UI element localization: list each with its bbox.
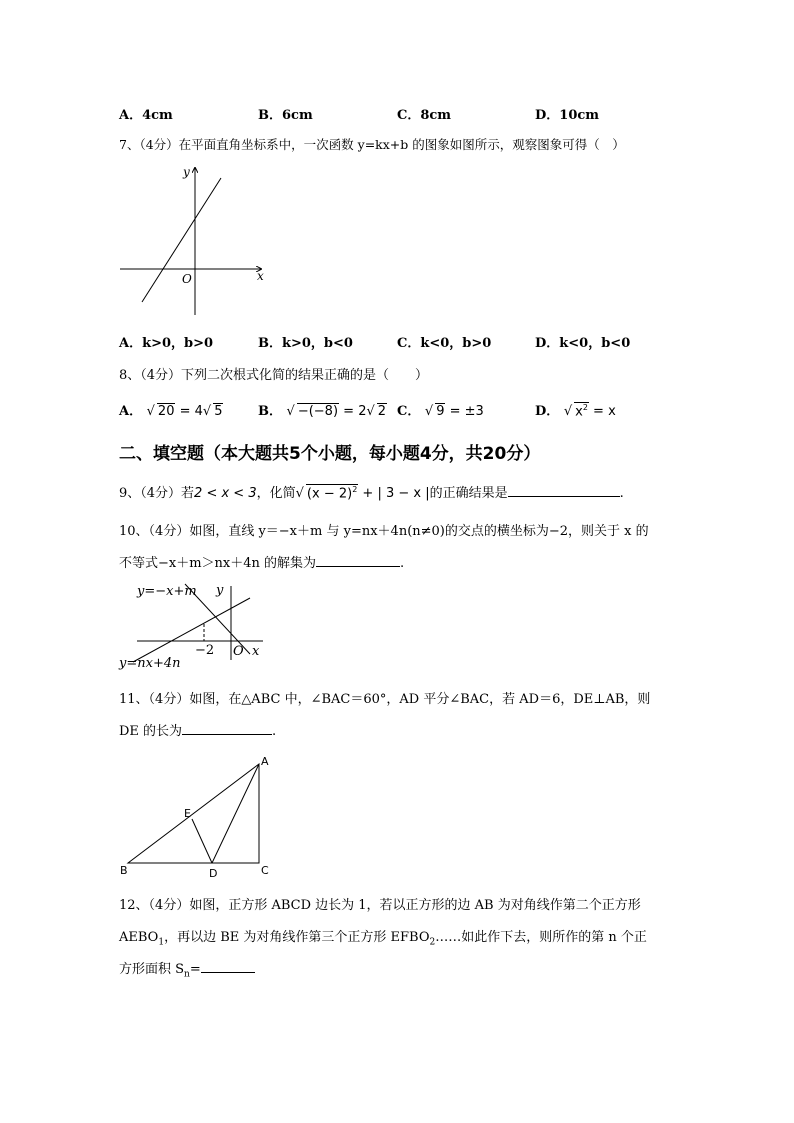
q12-line2-c: ……如此作下去，则所作的第 n 个正 [435, 930, 647, 945]
q8-option-d [535, 400, 616, 419]
q7-option-d: D．k<0，b<0 [535, 336, 631, 351]
q12-line3-a-sub: n [184, 969, 190, 980]
q11-line1: 11、（4分）如图，在△ABC 中，∠BAC＝60°，AD 平分∠BAC，若 AD＝6，DE⊥AB，则 [119, 692, 651, 707]
q7-option-c: C．k<0，b>0 [397, 336, 492, 351]
q12-line1: 12、（4分）如图，正方形 ABCD 边长为 1，若以正方形的边 AB 为对角线作第二个正方形 [119, 898, 641, 913]
q8-option-a-math: √ 20 = 4√ 5 [146, 404, 223, 419]
q10-origin-label: O [233, 644, 244, 659]
q11-line2 [119, 720, 276, 739]
q8-b-radicand: −(−8) [297, 404, 339, 419]
q12-line3 [119, 958, 255, 980]
q6-option-d: D．10cm [535, 108, 600, 123]
q8-b-rhs: = 2 [339, 404, 367, 419]
q11-point-c: C [261, 864, 269, 877]
q10-minus2-label: −2 [195, 643, 215, 658]
q12-line3-a: 方形面积 S [119, 962, 185, 977]
q11-end: . [272, 724, 277, 739]
q8-option-b [258, 400, 387, 419]
q12-line3-b: = [189, 962, 201, 977]
q7-stem: 7、（4分）在平面直角坐标系中，一次函数 y=kx+b 的图象如图所示，观察图象可得（ ） [119, 137, 625, 152]
q10-line1: 10、（4分）如图，直线 y＝−x＋m 与 y=nx＋4n(n≠0)的交点的横坐标为−2，则关于 x 的 [119, 524, 649, 539]
q8-option-c-math: √ 9 = ±3 [424, 404, 484, 419]
q11-point-d: D [209, 867, 218, 880]
q11-triangle-abc [128, 764, 259, 863]
q6-option-b: B．6cm [258, 108, 313, 123]
q7-y-label: y [183, 165, 190, 179]
q9-mid: ，化简 [256, 486, 296, 501]
q8-option-a-label: A． [119, 404, 143, 419]
q8-d-rhs: = x [588, 404, 616, 419]
q6-option-c: C．8cm [397, 108, 452, 123]
q9-abs: + | 3 − x | [358, 486, 430, 501]
q8-d-radicand [574, 402, 589, 419]
q12-line2 [119, 926, 647, 948]
q7-option-a: A．k>0，b>0 [119, 336, 214, 351]
q8-c-rhs: = ±3 [445, 404, 484, 419]
q9-expression: √ $(x - 2)^2$ + | 3 − x | [295, 484, 430, 501]
q10-end: . [400, 556, 405, 571]
q9-radicand [306, 484, 358, 501]
q9-condition: 2 < x < 3 [194, 486, 257, 501]
q8-a-rhs: = 4 [175, 404, 203, 419]
q8-c-radicand: 9 [436, 404, 445, 419]
q10-graph [115, 578, 275, 674]
q7-graph [115, 160, 275, 320]
q11-segment-ad [212, 764, 259, 863]
q10-x-label: x [252, 644, 260, 659]
q9-prefix: 9、（4分）若 [119, 486, 195, 501]
q8-b-rhs-radicand: 2 [377, 404, 387, 419]
q10-label-line1: y=−x+m [137, 584, 197, 599]
q8-d-exponent: 2 [582, 402, 588, 412]
q11-line2-text: DE 的长为 [119, 724, 183, 739]
q8-option-a [119, 400, 223, 419]
q10-answer-blank[interactable] [316, 554, 400, 567]
q12-line2-b-sub: 2 [429, 937, 436, 948]
q7-origin-label: O [182, 272, 192, 286]
q10-y-label: y [216, 583, 224, 598]
q8-option-d-label: D． [535, 404, 560, 419]
q9-radicand-base: (x − 2) [306, 486, 353, 501]
q8-a-rhs-radicand: 5 [214, 404, 223, 419]
q8-option-d-math: √ $x^2 = x$ [563, 402, 616, 419]
q11-triangle-figure [115, 750, 280, 880]
q8-a-radicand: 20 [157, 404, 175, 419]
q9-exponent: 2 [352, 484, 358, 494]
q12-line2-b: ，再以边 BE 为对角线作第三个正方形 EFBO [164, 930, 430, 945]
q11-point-b: B [120, 864, 128, 877]
q9-suffix: 的正确结果是 [429, 486, 508, 501]
section-2-title: 二、填空题（本大题共5个小题，每小题4分，共20分） [119, 444, 541, 464]
q11-segment-de [192, 819, 212, 863]
q9-end: . [619, 486, 624, 501]
q11-point-a: A [261, 755, 269, 768]
q8-option-c [397, 400, 484, 419]
q8-option-b-math: √ −(−8) = 2√ 2 [286, 404, 387, 419]
q12-line2-a: AEBO [119, 930, 159, 945]
q9-answer-blank[interactable] [508, 484, 620, 497]
q7-option-b: B．k>0，b<0 [258, 336, 353, 351]
q11-answer-blank[interactable] [182, 722, 272, 735]
q12-line2-a-sub: 1 [158, 937, 165, 948]
q8-option-b-label: B． [258, 404, 282, 419]
q11-point-e: E [184, 807, 191, 820]
q6-option-a: A．4cm [119, 108, 173, 123]
q8-d-base: x [575, 404, 583, 419]
q9-stem [119, 482, 624, 501]
q10-line2-text: 不等式−x＋m＞nx＋4n 的解集为 [119, 556, 317, 571]
q10-label-line2: y=nx+4n [119, 656, 181, 671]
q12-answer-blank[interactable] [201, 960, 255, 973]
q10-line2 [119, 552, 404, 571]
q8-stem: 8、（4分）下列二次根式化简的结果正确的是（ ） [119, 368, 429, 383]
q8-option-c-label: C． [397, 404, 421, 419]
q7-x-label: x [257, 269, 264, 283]
